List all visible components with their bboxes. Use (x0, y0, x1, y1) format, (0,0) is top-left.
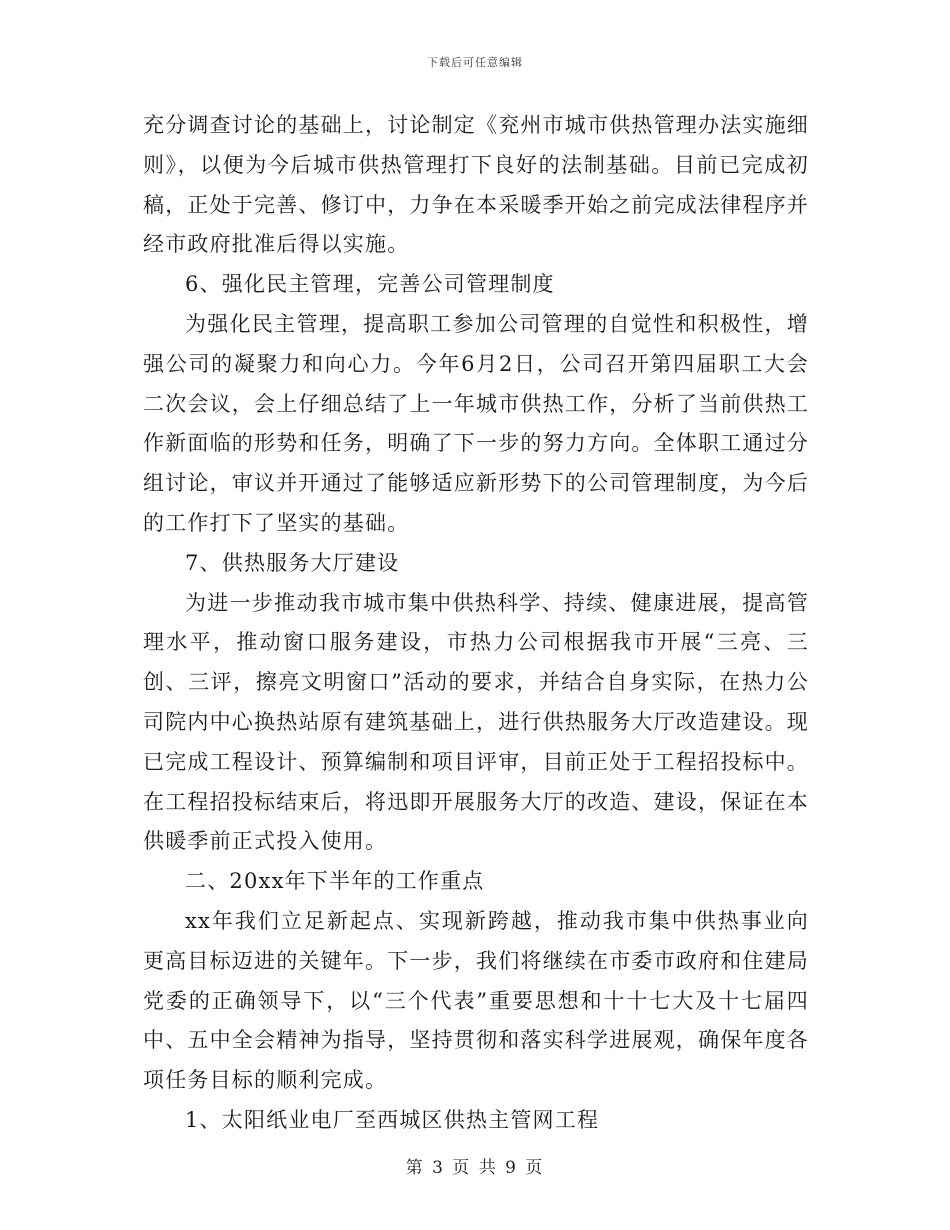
page-number-footer: 第 3 页 共 9 页 (405, 1158, 545, 1178)
section-heading-7: 7、供热服务大厅建设 (185, 550, 400, 575)
paragraph-key-year: xx年我们立足新起点、实现新跨越，推动我市集中供热事业向更高目标迈进的关键年。下一步，我们将继续在市委市政府和住建局党委的正确领导下，以“三个代表”重要思想和十十七大及十七届四中、五中全会精神为指导，坚持贯彻和落实科学进展观，确保年度各项任务目标的顺利完成。 (143, 908, 809, 1093)
section-heading-1: 1、太阳纸业电厂至西城区供热主管网工程 (185, 1107, 600, 1132)
page-header: 下载后可任意编辑 (427, 56, 523, 69)
document-body (143, 106, 809, 1141)
paragraph-continuation: 充分调查讨论的基础上，讨论制定《兖州市城市供热管理办法实施细则》，以便为今后城市供热管理打下良好的法制基础。目前已完成初稿，正处于完善、修订中，力争在本采暖季开始之前完成法律程序并经市政府批准后得以实施。 (143, 113, 809, 257)
paragraph-democratic-management: 为强化民主管理，提高职工参加公司管理的自觉性和积极性，增强公司的凝聚力和向心力。今年6月2日，公司召开第四届职工大会二次会议，会上仔细总结了上一年城市供热工作，分析了当前供热工作新面临的形势和任务，明确了下一步的努力方向。全体职工通过分组讨论，审议并开通过了能够适应新形势下的公司管理制度，为今后的工作打下了坚实的基础。 (143, 311, 809, 535)
chapter-heading-2: 二、20xx年下半年的工作重点 (185, 869, 485, 894)
paragraph-service-hall: 为进一步推动我市城市集中供热科学、持续、健康进展，提高管理水平，推动窗口服务建设，市热力公司根据我市开展“三亮、三创、三评，擦亮文明窗口”活动的要求，并结合自身实际，在热力公司院内中心换热站原有建筑基础上，进行供热服务大厅改造建设。现已完成工程设计、预算编制和项目评审，目前正处于工程招投标中。在工程招投标结束后，将迅即开展服务大厅的改造、建设，保证在本供暖季前正式投入使用。 (143, 590, 809, 854)
section-heading-6: 6、强化民主管理，完善公司管理制度 (185, 272, 555, 297)
